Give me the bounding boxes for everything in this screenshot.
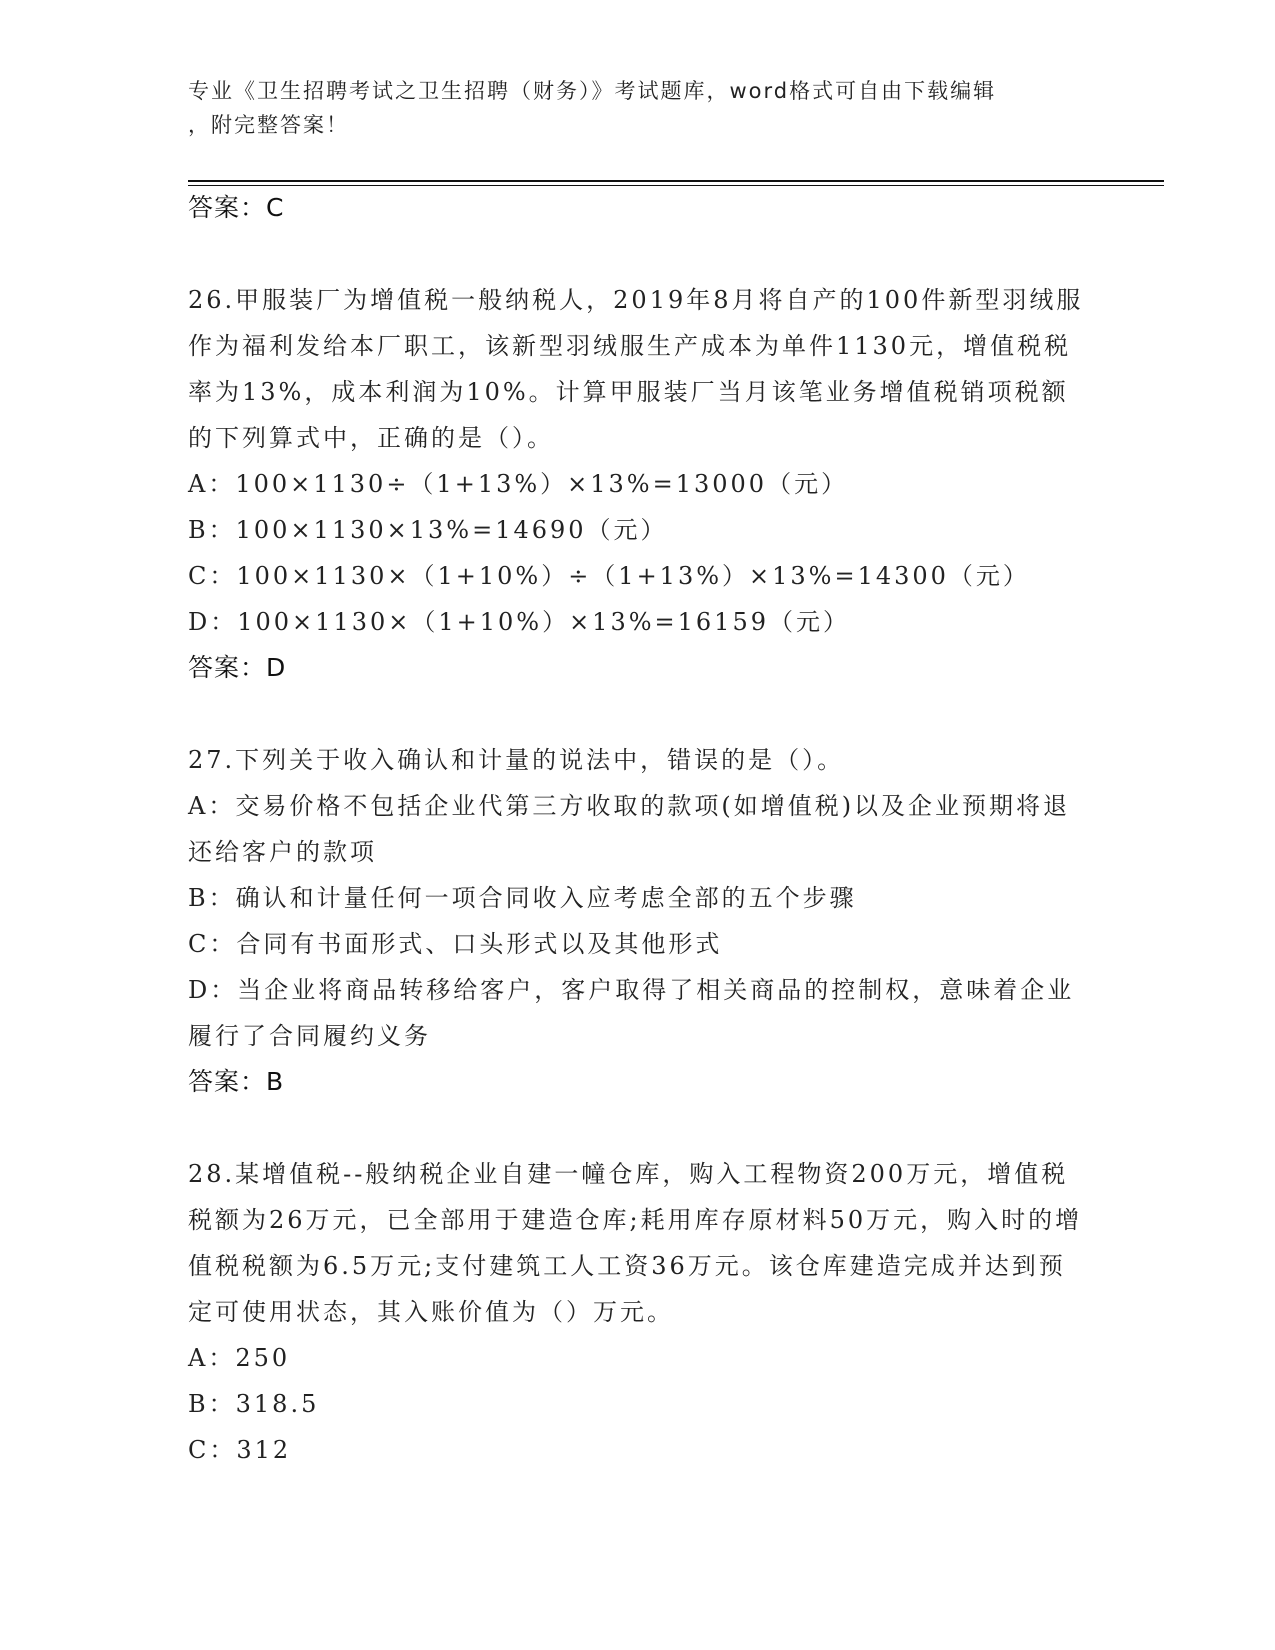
option-c: C：100×1130×（1+10%）÷（1+13%）×13%=14300（元）: [188, 562, 1030, 590]
question-26: [188, 277, 1088, 691]
option-a: A：100×1130÷（1+13%）×13%=13000（元）: [188, 470, 849, 498]
option-b: B：确认和计量任何一项合同收入应考虑全部的五个步骤: [188, 884, 857, 912]
option-c: C：合同有书面形式、口头形式以及其他形式: [188, 930, 723, 958]
question-answer: 答案：B: [188, 1067, 285, 1096]
question-28: [188, 1151, 1088, 1473]
question-stem: 27.下列关于收入确认和计量的说法中，错误的是（）。: [188, 746, 845, 774]
option-b: B：100×1130×13%=14690（元）: [188, 516, 668, 544]
header-divider-top: [188, 180, 1164, 182]
question-answer: 答案：D: [188, 653, 287, 682]
header-line-1: 专业《卫生招聘考试之卫生招聘（财务）》考试题库，word格式可自由下载编辑: [188, 79, 997, 103]
question-27: [188, 737, 1088, 1105]
document-content: [188, 185, 1088, 1473]
option-a: A：交易价格不包括企业代第三方收取的款项(如增值税)以及企业预期将退还给客户的款项: [188, 792, 1071, 866]
option-a: A：250: [188, 1344, 291, 1372]
question-stem: 26.甲服装厂为增值税一般纳税人，2019年8月将自产的100件新型羽绒服作为福利发给本厂职工，该新型羽绒服生产成本为单件1130元，增值税税率为13%，成本利润为10%。计算甲服装厂当月该笔业务增值税销项税额的下列算式中，正确的是（）。: [188, 286, 1084, 452]
option-b: B：318.5: [188, 1390, 320, 1418]
question-stem: 28.某增值税--般纳税企业自建一幢仓库，购入工程物资200万元，增值税税额为26万元，已全部用于建造仓库;耗用库存原材料50万元，购入时的增值税税额为6.5万元;支付建筑工人工资36万元。该仓库建造完成并达到预定可使用状态，其入账价值为（）万元。: [188, 1160, 1083, 1326]
header-line-2: ，附完整答案！: [188, 113, 349, 137]
document-header: [188, 74, 1088, 142]
option-d: D：当企业将商品转移给客户，客户取得了相关商品的控制权，意味着企业履行了合同履约义务: [188, 976, 1075, 1050]
previous-answer: 答案：C: [188, 193, 285, 222]
option-c: C：312: [188, 1436, 292, 1464]
option-d: D：100×1130×（1+10%）×13%=16159（元）: [188, 608, 850, 636]
